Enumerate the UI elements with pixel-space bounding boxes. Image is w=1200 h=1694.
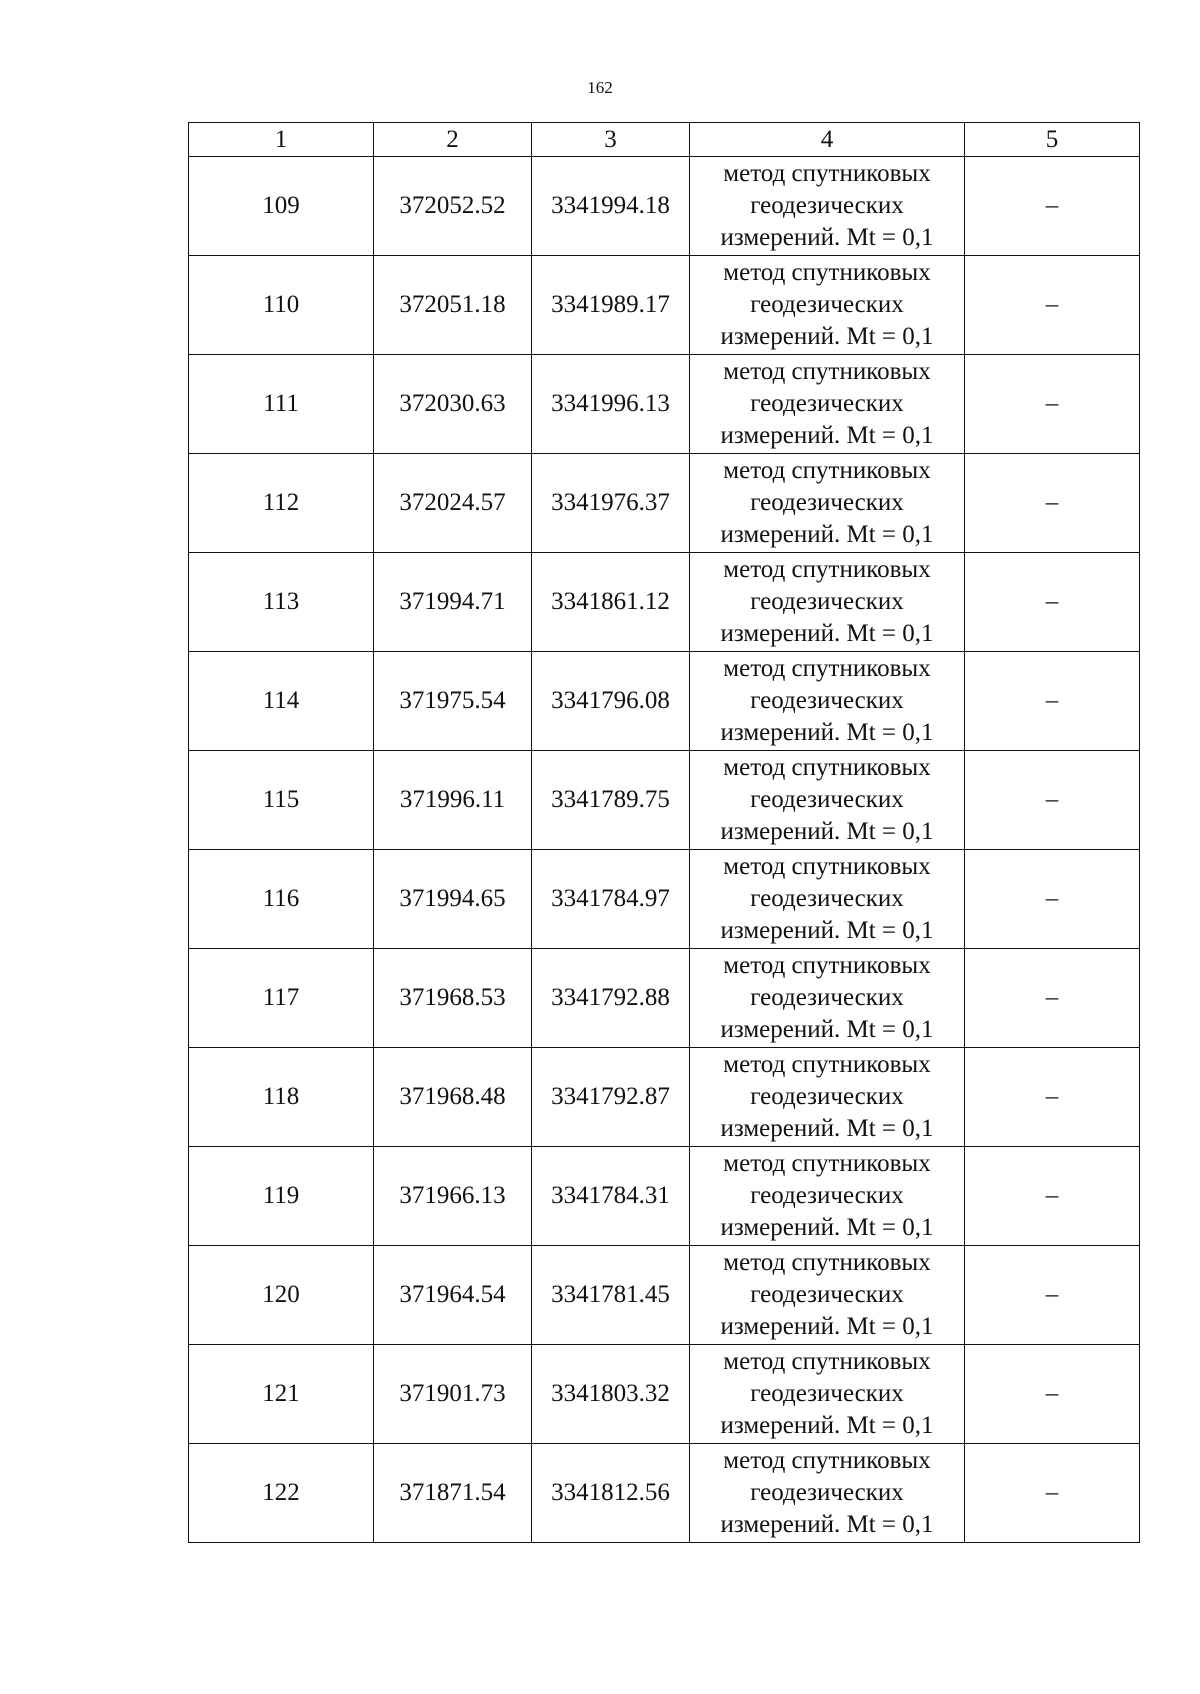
- note-cell: –: [965, 256, 1140, 355]
- method-line: метод спутниковых: [723, 1249, 931, 1276]
- y-coordinate-cell: 3341861.12: [532, 553, 690, 652]
- x-coordinate-cell: 371966.13: [374, 1147, 532, 1246]
- note-cell: –: [965, 1444, 1140, 1543]
- method-line: метод спутниковых: [723, 1348, 931, 1375]
- y-coordinate-cell: 3341996.13: [532, 355, 690, 454]
- table-row: [189, 256, 1140, 355]
- method-line: геодезических: [750, 192, 904, 219]
- method-line: геодезических: [750, 1380, 904, 1407]
- method-line: метод спутниковых: [723, 1051, 931, 1078]
- y-coordinate-cell: 3341792.87: [532, 1048, 690, 1147]
- method-cell: [690, 1345, 965, 1444]
- y-coordinate-cell: 3341784.31: [532, 1147, 690, 1246]
- x-coordinate-cell: 371994.71: [374, 553, 532, 652]
- method-cell: [690, 553, 965, 652]
- note-cell: –: [965, 949, 1140, 1048]
- y-coordinate-cell: 3341994.18: [532, 157, 690, 256]
- method-line: измерений. Mt = 0,1: [720, 422, 934, 449]
- table-row: [189, 1147, 1140, 1246]
- note-cell: –: [965, 1048, 1140, 1147]
- point-number-cell: 119: [189, 1147, 374, 1246]
- table-row: [189, 850, 1140, 949]
- y-coordinate-cell: 3341989.17: [532, 256, 690, 355]
- method-line: геодезических: [750, 1479, 904, 1506]
- table-row: [189, 751, 1140, 850]
- x-coordinate-cell: 372030.63: [374, 355, 532, 454]
- x-coordinate-cell: 371901.73: [374, 1345, 532, 1444]
- method-cell: [690, 949, 965, 1048]
- note-cell: –: [965, 454, 1140, 553]
- method-line: геодезических: [750, 588, 904, 615]
- method-line: метод спутниковых: [723, 556, 931, 583]
- note-cell: –: [965, 1147, 1140, 1246]
- method-line: метод спутниковых: [723, 1447, 931, 1474]
- method-cell: [690, 1147, 965, 1246]
- note-cell: –: [965, 652, 1140, 751]
- method-line: метод спутниковых: [723, 160, 931, 187]
- table-row: [189, 1048, 1140, 1147]
- method-cell: [690, 751, 965, 850]
- method-line: геодезических: [750, 489, 904, 516]
- method-line: метод спутниковых: [723, 952, 931, 979]
- method-line: измерений. Mt = 0,1: [720, 224, 934, 251]
- y-coordinate-cell: 3341803.32: [532, 1345, 690, 1444]
- table-header-row: [189, 123, 1140, 157]
- x-coordinate-cell: 371871.54: [374, 1444, 532, 1543]
- method-line: измерений. Mt = 0,1: [720, 917, 934, 944]
- x-coordinate-cell: 371964.54: [374, 1246, 532, 1345]
- note-cell: –: [965, 553, 1140, 652]
- method-cell: [690, 256, 965, 355]
- method-line: геодезических: [750, 786, 904, 813]
- point-number-cell: 121: [189, 1345, 374, 1444]
- y-coordinate-cell: 3341792.88: [532, 949, 690, 1048]
- method-line: измерений. Mt = 0,1: [720, 818, 934, 845]
- note-cell: –: [965, 1246, 1140, 1345]
- method-line: измерений. Mt = 0,1: [720, 1115, 934, 1142]
- point-number-cell: 112: [189, 454, 374, 553]
- method-line: метод спутниковых: [723, 853, 931, 880]
- note-cell: –: [965, 157, 1140, 256]
- note-cell: –: [965, 751, 1140, 850]
- x-coordinate-cell: 371968.48: [374, 1048, 532, 1147]
- point-number-cell: 109: [189, 157, 374, 256]
- method-line: измерений. Mt = 0,1: [720, 1214, 934, 1241]
- table-row: [189, 355, 1140, 454]
- table-row: [189, 157, 1140, 256]
- point-number-cell: 120: [189, 1246, 374, 1345]
- method-line: геодезических: [750, 1182, 904, 1209]
- table-row: [189, 949, 1140, 1048]
- method-cell: [690, 1246, 965, 1345]
- x-coordinate-cell: 372024.57: [374, 454, 532, 553]
- table-body: [189, 123, 1140, 1543]
- point-number-cell: 115: [189, 751, 374, 850]
- x-coordinate-cell: 372051.18: [374, 256, 532, 355]
- table-row: [189, 652, 1140, 751]
- method-cell: [690, 850, 965, 949]
- method-cell: [690, 454, 965, 553]
- y-coordinate-cell: 3341976.37: [532, 454, 690, 553]
- method-cell: [690, 355, 965, 454]
- y-coordinate-cell: 3341781.45: [532, 1246, 690, 1345]
- method-cell: [690, 1444, 965, 1543]
- column-header: 1: [189, 123, 374, 157]
- y-coordinate-cell: 3341796.08: [532, 652, 690, 751]
- column-header: 2: [374, 123, 532, 157]
- page-number: 162: [587, 78, 613, 97]
- method-line: геодезических: [750, 984, 904, 1011]
- column-header: 5: [965, 123, 1140, 157]
- y-coordinate-cell: 3341812.56: [532, 1444, 690, 1543]
- table-row: [189, 1246, 1140, 1345]
- method-line: измерений. Mt = 0,1: [720, 1313, 934, 1340]
- x-coordinate-cell: 371996.11: [374, 751, 532, 850]
- method-line: метод спутниковых: [723, 655, 931, 682]
- method-line: геодезических: [750, 291, 904, 318]
- column-header: 4: [690, 123, 965, 157]
- method-line: измерений. Mt = 0,1: [720, 1511, 934, 1538]
- table-row: [189, 1444, 1140, 1543]
- method-line: метод спутниковых: [723, 358, 931, 385]
- point-number-cell: 116: [189, 850, 374, 949]
- point-number-cell: 111: [189, 355, 374, 454]
- method-line: геодезических: [750, 1083, 904, 1110]
- note-cell: –: [965, 1345, 1140, 1444]
- method-line: метод спутниковых: [723, 457, 931, 484]
- table-row: [189, 1345, 1140, 1444]
- method-line: геодезических: [750, 390, 904, 417]
- method-line: геодезических: [750, 885, 904, 912]
- method-line: измерений. Mt = 0,1: [720, 719, 934, 746]
- x-coordinate-cell: 371975.54: [374, 652, 532, 751]
- method-cell: [690, 1048, 965, 1147]
- x-coordinate-cell: 372052.52: [374, 157, 532, 256]
- table-row: [189, 454, 1140, 553]
- y-coordinate-cell: 3341789.75: [532, 751, 690, 850]
- method-line: геодезических: [750, 687, 904, 714]
- note-cell: –: [965, 355, 1140, 454]
- table-row: [189, 553, 1140, 652]
- method-line: метод спутниковых: [723, 259, 931, 286]
- method-line: геодезических: [750, 1281, 904, 1308]
- coordinates-table: [188, 122, 1140, 1543]
- method-line: измерений. Mt = 0,1: [720, 1412, 934, 1439]
- point-number-cell: 122: [189, 1444, 374, 1543]
- method-line: измерений. Mt = 0,1: [720, 323, 934, 350]
- point-number-cell: 118: [189, 1048, 374, 1147]
- point-number-cell: 114: [189, 652, 374, 751]
- y-coordinate-cell: 3341784.97: [532, 850, 690, 949]
- column-header: 3: [532, 123, 690, 157]
- method-cell: [690, 157, 965, 256]
- point-number-cell: 117: [189, 949, 374, 1048]
- method-cell: [690, 652, 965, 751]
- note-cell: –: [965, 850, 1140, 949]
- point-number-cell: 113: [189, 553, 374, 652]
- x-coordinate-cell: 371994.65: [374, 850, 532, 949]
- method-line: измерений. Mt = 0,1: [720, 1016, 934, 1043]
- x-coordinate-cell: 371968.53: [374, 949, 532, 1048]
- method-line: измерений. Mt = 0,1: [720, 521, 934, 548]
- method-line: измерений. Mt = 0,1: [720, 620, 934, 647]
- method-line: метод спутниковых: [723, 754, 931, 781]
- point-number-cell: 110: [189, 256, 374, 355]
- method-line: метод спутниковых: [723, 1150, 931, 1177]
